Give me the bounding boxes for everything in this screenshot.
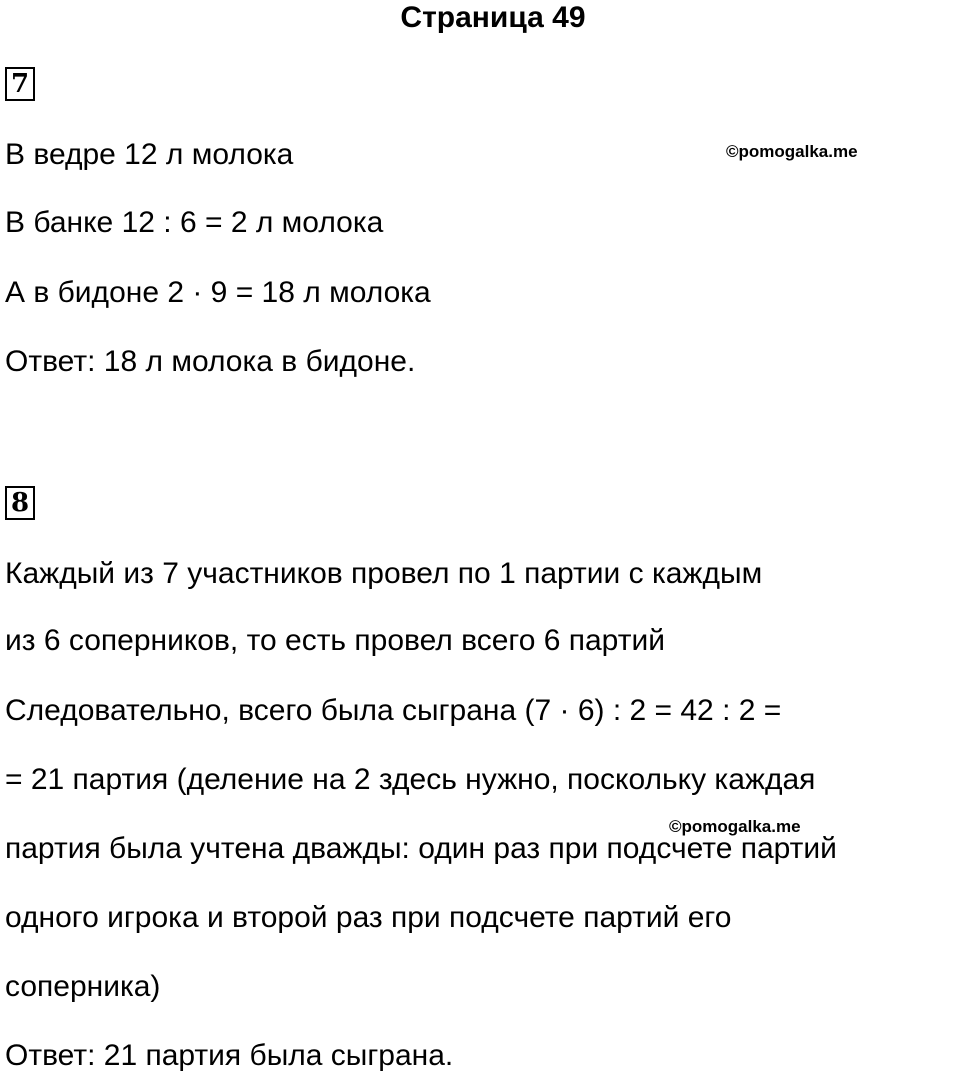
task-7-answer: Ответ: 18 л молока в бидоне.: [5, 345, 416, 378]
task-8-line-4: = 21 партия (деление на 2 здесь нужно, поскольку каждая: [5, 763, 816, 796]
task-7-line-1: В ведре 12 л молока: [5, 138, 294, 171]
page-title: Страница 49: [400, 1, 586, 34]
task-7-number: 7: [5, 67, 35, 101]
task-8-number: 8: [5, 486, 35, 520]
task-8-line-1: Каждый из 7 участников провел по 1 партии с каждым: [5, 557, 763, 590]
task-8-answer: Ответ: 21 партия была сыграна.: [5, 1039, 454, 1072]
task-7-line-3: А в бидоне 2 · 9 = 18 л молока: [5, 276, 431, 309]
task-8-line-6: одного игрока и второй раз при подсчете партий его: [5, 901, 732, 934]
watermark-top: ©pomogalka.me: [726, 142, 858, 161]
watermark-bottom: ©pomogalka.me: [669, 817, 801, 836]
task-8-line-2: из 6 соперников, то есть провел всего 6 партий: [5, 624, 665, 657]
task-8-line-7: соперника): [5, 970, 161, 1003]
task-8-line-5: партия была учтена дважды: один раз при подсчете партий: [5, 832, 837, 865]
task-7-line-2: В банке 12 : 6 = 2 л молока: [5, 206, 384, 239]
task-8-line-3: Следовательно, всего была сыграна (7 · 6) : 2 = 42 : 2 =: [5, 694, 782, 727]
